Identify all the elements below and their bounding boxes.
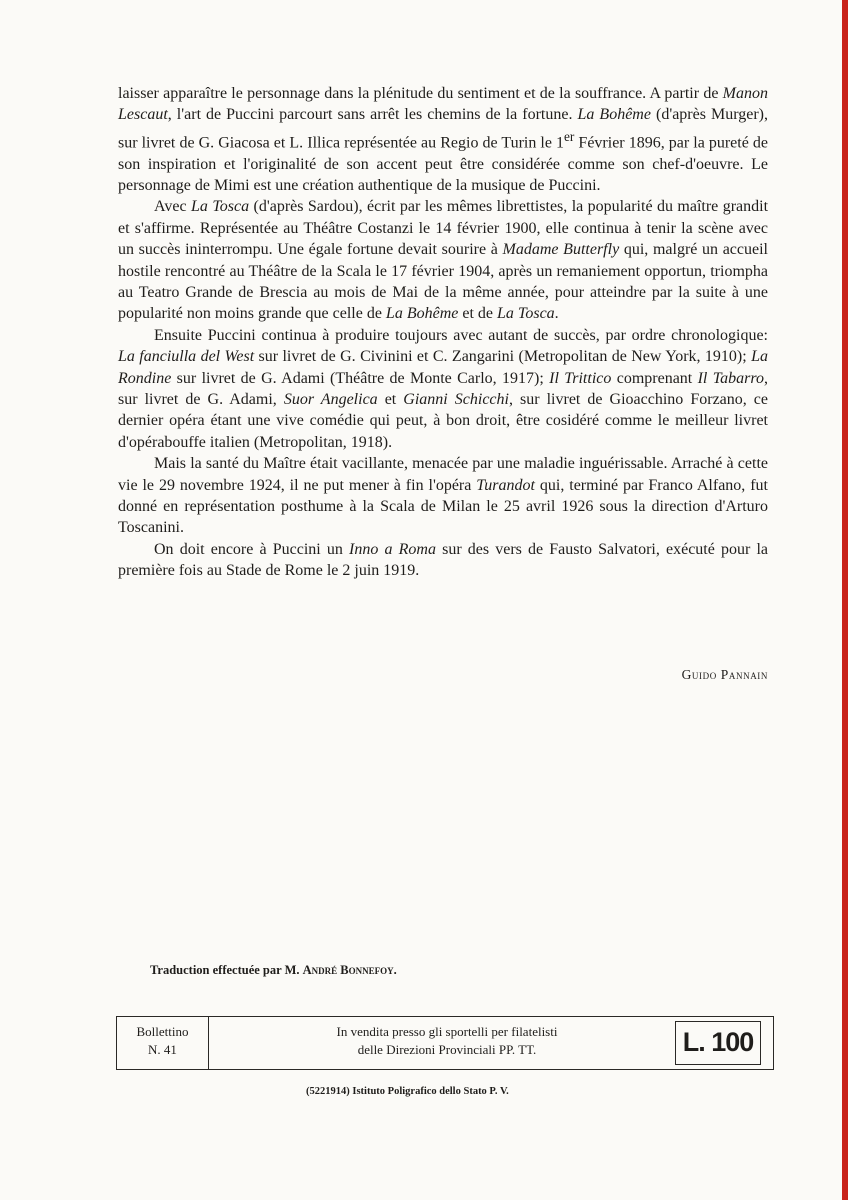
title-madame-butterfly: Madame Butterfly (502, 241, 620, 259)
printer-imprint: (5221914) Istituto Poligrafico dello Stato P. V. (306, 1086, 509, 1097)
paragraph-5 (118, 539, 768, 582)
title-fanciulla-del-west: La fanciulla del West (118, 348, 255, 366)
title-la-tosca: La Tosca (497, 305, 555, 323)
text-run: (d'après Sardou), écrit par les mêmes librettistes, la popularité du maître grandit et s'affirme. Représentée au Théâtre Costanzi le 14 février 1900, elle continua à tenir la scène avec un succès ininterrompu. Une égale fortune devait sourire à (118, 198, 769, 259)
text-run: Ensuite Puccini continua à produire toujours avec autant de succès, par ordre chronologique: (154, 326, 768, 344)
text-run: comprenant (611, 369, 698, 387)
footer-box (116, 1016, 774, 1070)
text-run: Mais la santé du Maître était vacillante, menacée par une maladie inguérissable. Arraché à cette vie le 29 novembre 1924, il ne put mener à fin l'opéra (118, 455, 768, 494)
article-body (118, 83, 768, 582)
text-run: , l'art de Puccini parcourt sans arrêt les chemins de la fortune. (167, 106, 578, 124)
paragraph-2 (118, 196, 768, 324)
title-manon-lescaut: Manon Lescaut (118, 85, 768, 124)
title-suor-angelica: Suor Angelica (283, 391, 378, 409)
sale-notice-line-2: delle Direzioni Provinciali PP. TT. (357, 1042, 537, 1057)
sale-notice-line-1: In vendita presso gli sportelli per filatelisti (336, 1024, 558, 1039)
text-run: sur livret de G. Adami (Théâtre de Monte Carlo, 1917); (171, 369, 550, 387)
title-inno-a-roma: Inno a Roma (349, 540, 436, 558)
text-run: et (377, 391, 404, 409)
text-run: qui, terminé par Franco Alfano, fut donné en représentation posthume à la Scala de Milan le 25 avril 1926 sous la direction d'Arturo Toscanini. (118, 476, 768, 537)
bulletin-number (117, 1017, 209, 1069)
author-signature: Guido Pannain (681, 667, 768, 682)
text-run: qui, malgré un accueil hostile rencontré au Théâtre de la Scala le 17 février 1904, après un remaniement opportun, triompha au Teatro Grande de Brescia au mois de Mai de la même année, pour atteindre par la suite à une popularité non moins grande que celle de (118, 241, 769, 323)
title-la-boheme: La Bohême (385, 305, 459, 323)
text-run: sur des vers de Fausto Salvatori, exécuté pour la première fois au Stade de Rome le 2 juin 1919. (118, 540, 769, 580)
paragraph-3 (118, 325, 768, 453)
title-la-boheme: La Bohême (577, 106, 651, 124)
title-gianni-schicchi: Gianni Schicchi (403, 391, 509, 409)
title-la-rondine: La Rondine (118, 348, 768, 387)
title-il-trittico: Il Trittico (549, 369, 612, 387)
text-run: sur livret de G. Civinini et C. Zangarini (Metropolitan de New York, 1910); (254, 348, 752, 366)
text-run: et de (458, 305, 498, 323)
translation-credit (150, 963, 397, 978)
text-run: On doit encore à Puccini un (154, 540, 350, 558)
paragraph-4 (118, 453, 768, 539)
bulletin-issue: N. 41 (148, 1042, 177, 1057)
text-run: . (554, 305, 559, 323)
translation-prefix: Traduction effectuée par M. (150, 963, 303, 977)
paragraph-1 (118, 83, 768, 196)
title-la-tosca: La Tosca (191, 198, 250, 216)
title-turandot: Turandot (476, 476, 535, 494)
title-il-tabarro: Il Tabarro (697, 369, 764, 387)
text-run: laisser apparaître le personnage dans la plénitude du sentiment et de la souffrance. A partir de (118, 85, 723, 102)
text-run: Avec (154, 198, 191, 216)
text-run: , sur livret de Gioacchino Forzano, ce dernier opéra étant une vive comédie qui peut, à bon droit, être cosidéré comme le meilleur livret d'opérabouffe italien (Metropolitan, 1918). (118, 391, 769, 451)
bulletin-label: Bollettino (136, 1024, 189, 1039)
sale-notice (209, 1017, 685, 1069)
text-run: Février 1896, par la pureté de son inspiration et l'originalité de son accent peut être considérée comme son chef-d'oeuvre. Le personnage de Mimi est une création authentique de la musique de Puccini. (118, 134, 768, 194)
price-box: L. 100 (675, 1021, 761, 1065)
translator-name: André Bonnefoy. (302, 963, 397, 977)
text-run: (d'après Murger), sur livret de G. Giacosa et L. Illica représentée au Regio de Turin le 1 (118, 106, 769, 152)
page-edge-decoration (842, 0, 848, 1200)
text-run: , sur livret de G. Adami, (118, 369, 768, 409)
superscript: er (564, 128, 575, 144)
